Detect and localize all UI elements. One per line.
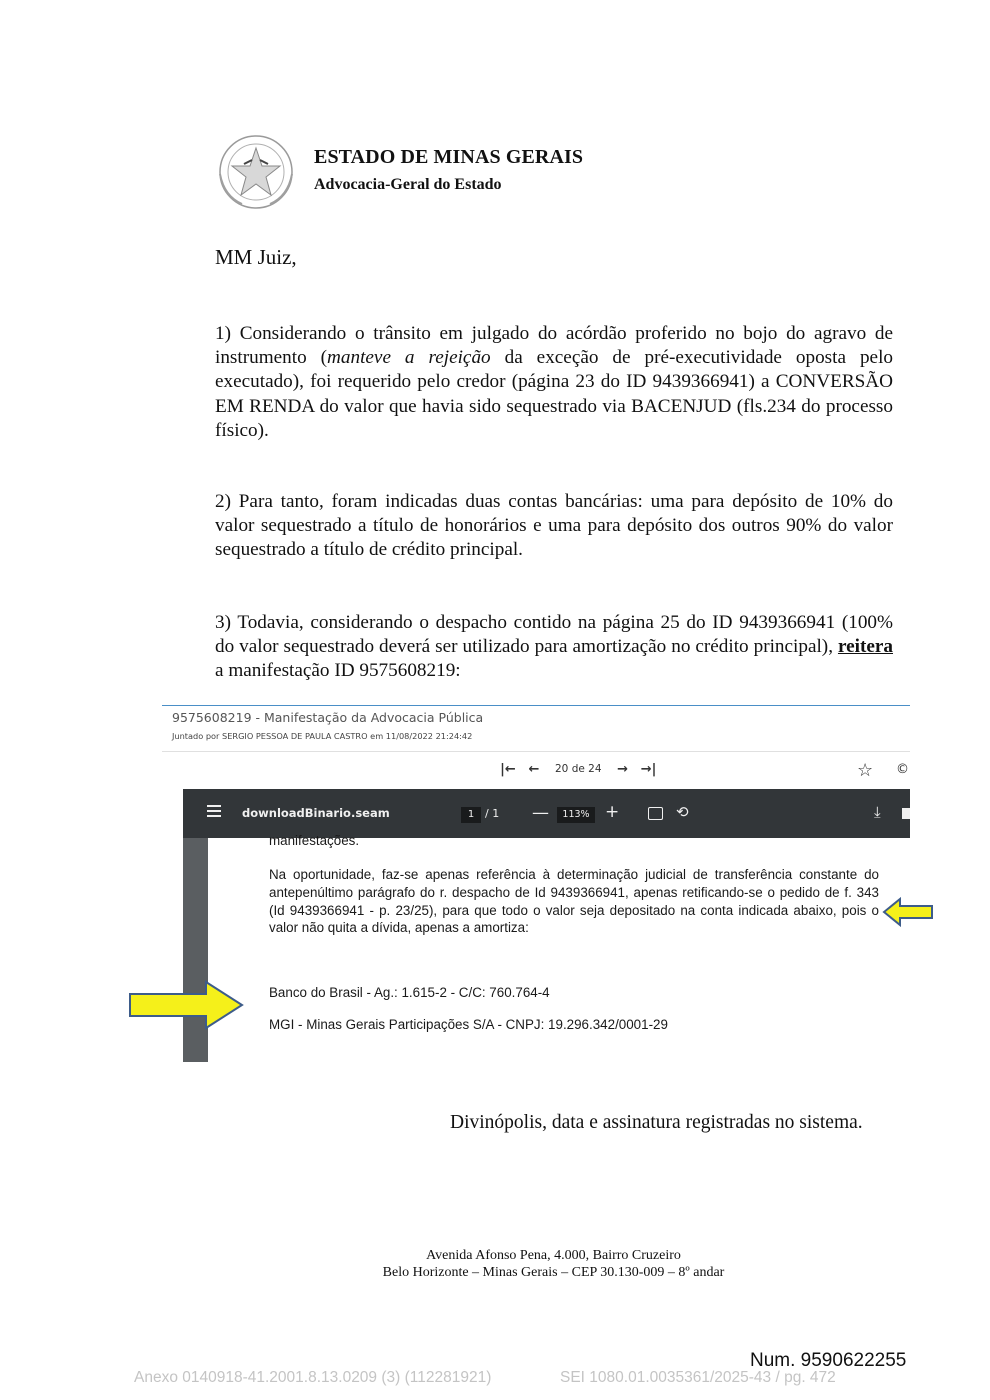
pdf-viewer (183, 789, 910, 1062)
coat-of-arms-icon (214, 134, 298, 210)
nav-page-count: 20 de 24 (555, 763, 602, 775)
salutation: MM Juiz, (215, 245, 297, 269)
paragraph-1 (215, 322, 893, 443)
paragraph-3-text-b: a manifestação ID 9575608219: (215, 660, 461, 682)
download-icon[interactable]: ⤓ (874, 803, 881, 821)
annex-reference: Anexo 0140918-41.2001.8.13.0209 (3) (112281921) (134, 1369, 492, 1386)
right-arrow-icon (128, 980, 246, 1030)
prev-page-icon[interactable]: ← (528, 761, 540, 777)
paragraph-2: 2) Para tanto, foram indicadas duas contas bancárias: uma para depósito de 10% do valor sequestrado a título de honorários e uma para depósito dos outros 90% do valor sequestrado a título de crédito principal. (215, 491, 893, 561)
pdf-page-body: Na oportunidade, faz-se apenas referência à determinação judicial de transferência constante do antepenúltimo parágrafo do r. despacho de Id 9439366941, apenas retificando-se o pedido de f. 343 (Id 9439366941 - p. 23/25), para que todo o valor seja depositado na conta indicada abaixo, pois o valor não quita a dívida, apenas a amortiza: (269, 867, 879, 936)
paragraph-1-italic: manteve a rejeição (327, 347, 491, 369)
screenshot-doc-title: 9575608219 - Manifestação da Advocacia Pública (172, 710, 484, 725)
rotate-icon[interactable]: ⟲ (676, 803, 689, 821)
document-number: Num. 9590622255 (750, 1350, 907, 1371)
page-navigation (495, 759, 662, 779)
paragraph-3-bold: reitera (837, 636, 893, 658)
first-page-icon[interactable]: |← (500, 761, 516, 777)
paragraph-1-text-b: da exceção de pré-executividade oposta pelo executado), foi requerido pelo credor (página 23 do ID 9439366941) a CONVERSÃO EM RENDA do valor que havia sido sequestrado via BACENJUD (fls.234 do processo físico). (215, 347, 893, 441)
next-page-icon[interactable]: → (617, 761, 628, 777)
place-and-date: Divinópolis, data e assinatura registradas no sistema. (450, 1112, 863, 1133)
zoom-input[interactable]: 113% (557, 807, 595, 823)
page-input[interactable]: 1 (461, 807, 481, 823)
pdf-file-name: downloadBinario.seam (242, 806, 390, 820)
sei-reference: SEI 1080.01.0035361/2025-43 / pg. 472 (560, 1369, 836, 1386)
last-page-icon[interactable]: →| (640, 761, 657, 777)
footer-address-line-2: Belo Horizonte – Minas Gerais – CEP 30.130-009 – 8º andar (382, 1265, 725, 1280)
header-title: ESTADO DE MINAS GERAIS (314, 146, 584, 168)
left-arrow-icon (882, 897, 934, 927)
screenshot-top-border (162, 705, 910, 706)
pdf-toolbar (183, 789, 910, 838)
header-subtitle: Advocacia-Geral do Estado (314, 176, 502, 193)
paragraph-3-text-a: 3) Todavia, considerando o despacho contido na página 25 do ID 9439366941 (100% do valor sequestrado deverá ser utilizado para amortização no crédito principal), (215, 612, 893, 658)
screenshot-separator (162, 751, 910, 752)
page-total: / 1 (485, 807, 500, 820)
pdf-page-top-line: manifestações. (269, 833, 360, 848)
footer-address-line-1: Avenida Afonso Pena, 4.000, Bairro Cruzeiro (426, 1248, 681, 1263)
star-icon[interactable]: ☆ (857, 760, 874, 781)
zoom-out-icon[interactable]: — (532, 803, 549, 823)
pdf-company-cnpj: MGI - Minas Gerais Participações S/A - CNPJ: 19.296.342/0001-29 (269, 1017, 668, 1032)
menu-icon[interactable] (207, 805, 221, 817)
print-icon[interactable] (902, 808, 910, 819)
pdf-page (208, 833, 910, 1062)
paragraph-1-text-a: 1) Considerando o trânsito em julgado do acórdão proferido no bojo do agravo de instrumento ( (215, 323, 893, 369)
screenshot-doc-subtitle: Juntado por SERGIO PESSOA DE PAULA CASTRO em 11/08/2022 21:24:42 (172, 731, 473, 741)
zoom-in-icon[interactable]: + (605, 802, 620, 822)
pdf-bank-account: Banco do Brasil - Ag.: 1.615-2 - C/C: 760.764-4 (269, 985, 550, 1000)
copyright-icon[interactable]: © (896, 762, 909, 777)
paragraph-3 (215, 611, 893, 684)
fit-page-icon[interactable] (648, 807, 663, 820)
